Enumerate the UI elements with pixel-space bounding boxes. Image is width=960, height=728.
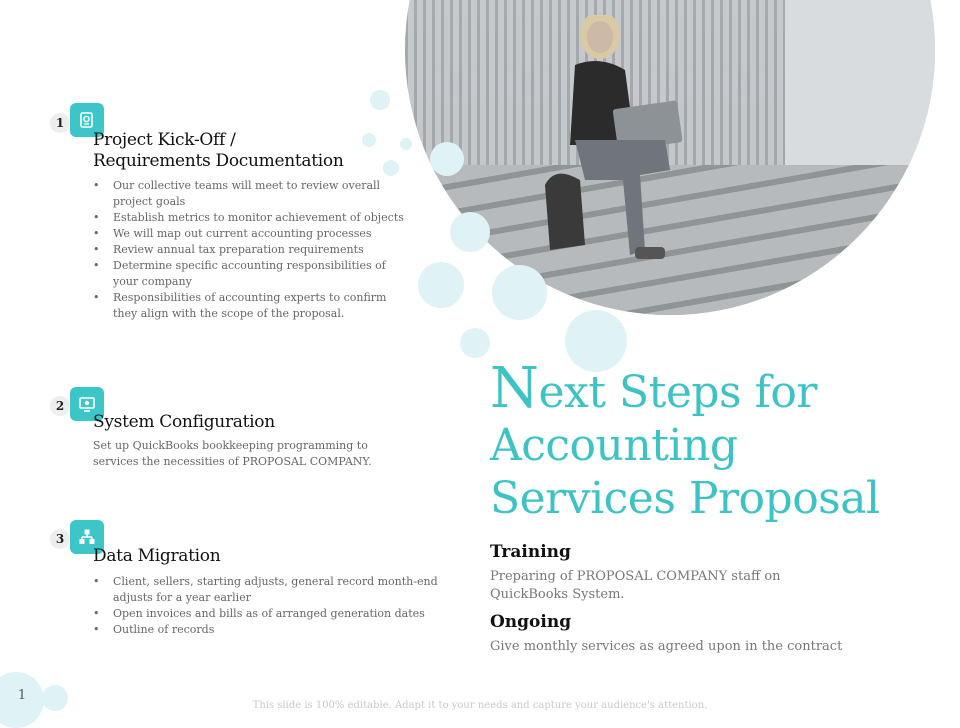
monitor-settings-icon [78,395,96,413]
step-title-1-text: Project Kick-Off / Requirements Documentation [93,130,344,171]
training-text: Preparing of PROPOSAL COMPANY staff on QuickBooks System. [490,569,781,602]
decor-bubble [492,265,547,320]
list-item: • Review annual tax preparation requirements [93,242,413,258]
step-bullets-3 [93,574,455,638]
title-first-letter: N [490,356,539,421]
training-heading: Training [490,542,571,562]
list-item: • We will map out current accounting processes [93,226,413,242]
page-number: 1 [17,688,27,703]
step-title-3: Data Migration [93,546,221,566]
title-line-3: Services Proposal [490,473,880,524]
decor-bubble [430,142,464,176]
ongoing-heading: Ongoing [490,612,572,632]
step-title-2: System Configuration [93,412,275,432]
hero-photo [405,0,935,315]
step-title-1 [93,130,393,172]
step-number-3: 3 [50,529,70,549]
step-number-2: 2 [50,396,70,416]
network-icon [78,528,96,546]
list-item: • Responsibilities of accounting experts to confirm they align with the scope of the proposal. [93,290,413,322]
list-item: • Open invoices and bills as of arranged generation dates [93,606,455,622]
list-item: • Outline of records [93,622,455,638]
decor-bubble [370,90,390,110]
step-bullets-1 [93,178,413,322]
step-text-2: Set up QuickBooks bookkeeping programming to services the necessities of PROPOSAL COMPANY. [93,439,372,468]
decor-bubble [418,262,464,308]
document-icon [78,111,96,129]
decor-bubble [400,138,412,150]
ongoing-text: Give monthly services as agreed upon in the contract [490,639,843,654]
photo-person-with-laptop [545,15,695,275]
list-item: • Our collective teams will meet to review overall project goals [93,178,413,210]
footer-note: This slide is 100% editable. Adapt it to your needs and capture your audience's attention. [252,700,708,711]
title-line-1: ext Steps for [538,367,817,418]
title-line-2: Accounting [490,420,738,471]
slide-title [490,356,930,525]
list-item: • Establish metrics to monitor achievement of objects [93,210,413,226]
decor-bubble [460,328,490,358]
step-number-1: 1 [50,113,70,133]
list-item: • Determine specific accounting responsibilities of your company [93,258,413,290]
decor-bubble [450,212,490,252]
list-item: • Client, sellers, starting adjusts, general record month-end adjusts for a year earlier [93,574,455,606]
